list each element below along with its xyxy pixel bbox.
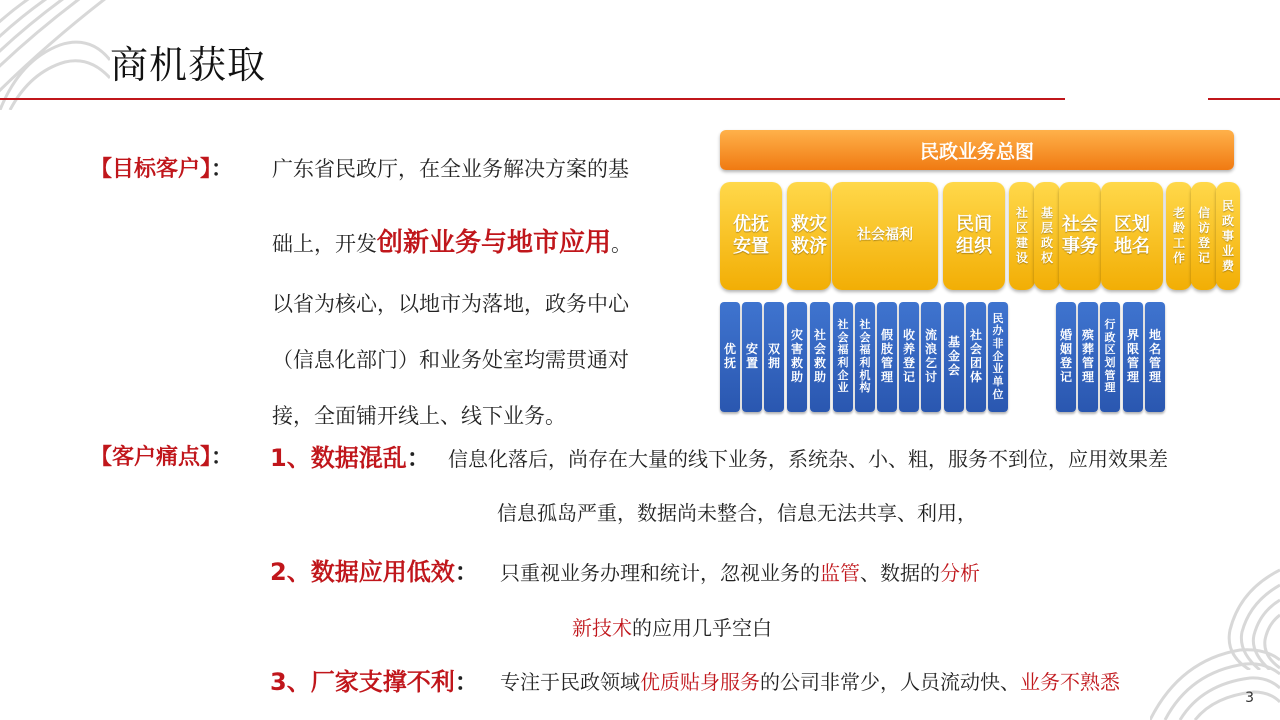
diagram-sub-box: 收养登记 xyxy=(899,302,919,412)
pain-2-line-1: 只重视业务办理和统计，忽视业务的监管、数据的分析 xyxy=(500,561,980,585)
page-title: 商机获取 xyxy=(110,43,267,87)
diagram-category-box: 民政事业费 xyxy=(1216,182,1240,290)
pain-points-label: 【客户痛点】： xyxy=(90,445,234,470)
diagram-category-box: 老龄工作 xyxy=(1166,182,1192,290)
pain-3-title: 3、厂家支撑不利： xyxy=(270,668,479,696)
diagram-sub-box: 优抚 xyxy=(720,302,740,412)
pain-1-line-1: 信息化落后，尚存在大量的线下业务，系统杂、小、粗，服务不到位，应用效果差 xyxy=(448,447,1168,471)
target-line-2: 础上，开发创新业务与地市应用。 xyxy=(272,228,633,258)
diagram-sub-box: 地名管理 xyxy=(1145,302,1165,412)
diagram-sub-box: 行政区划管理 xyxy=(1100,302,1120,412)
diagram-category-box: 救灾救济 xyxy=(787,182,831,290)
pain-2-line-2: 新技术的应用几乎空白 xyxy=(572,616,772,640)
diagram-sub-box: 社会团体 xyxy=(966,302,986,412)
pain-1-title: 1、数据混乱： xyxy=(270,444,431,472)
diagram-sub-box: 界限管理 xyxy=(1123,302,1143,412)
diagram-category-box: 社会福利 xyxy=(832,182,938,290)
page-number: 3 xyxy=(1245,690,1254,706)
target-customer-label: 【目标客户】： xyxy=(90,157,234,182)
target-line-1: 广东省民政厅，在全业务解决方案的基 xyxy=(272,157,629,181)
diagram-sub-box: 流浪乞讨 xyxy=(921,302,941,412)
diagram-sub-box: 婚姻登记 xyxy=(1056,302,1076,412)
diagram-sub-box: 社会福利机构 xyxy=(855,302,875,412)
diagram-category-box: 民间组织 xyxy=(943,182,1005,290)
title-divider xyxy=(0,98,1065,100)
diagram-category-box: 信访登记 xyxy=(1191,182,1217,290)
diagram-category-box: 社会事务 xyxy=(1059,182,1101,290)
target-line-3: 以省为核心，以地市为落地，政务中心 xyxy=(272,292,629,316)
diagram-category-box: 优抚安置 xyxy=(720,182,782,290)
pain-1-line-2: 信息孤岛严重，数据尚未整合，信息无法共享、利用， xyxy=(497,501,977,525)
corner-arcs-bottom xyxy=(1150,640,1280,720)
diagram-category-box: 区划地名 xyxy=(1101,182,1163,290)
diagram-sub-box: 民办非企业单位 xyxy=(988,302,1008,412)
corner-arcs-top-left xyxy=(0,0,110,110)
diagram-category-box: 基层政权 xyxy=(1034,182,1060,290)
diagram-sub-box: 双拥 xyxy=(764,302,784,412)
diagram-sub-box: 灾害救助 xyxy=(787,302,807,412)
pain-3-line: 专注于民政领域优质贴身服务的公司非常少，人员流动快、业务不熟悉 xyxy=(500,670,1120,694)
diagram-sub-box: 社会福利企业 xyxy=(833,302,853,412)
pain-2-title: 2、数据应用低效： xyxy=(270,558,479,586)
diagram-sub-box: 安置 xyxy=(742,302,762,412)
target-line-4: （信息化部门）和业务处室均需贯通对 xyxy=(272,348,629,372)
diagram-sub-box: 社会救助 xyxy=(810,302,830,412)
target-line-5: 接，全面铺开线上、线下业务。 xyxy=(272,404,566,428)
diagram-sub-box: 殡葬管理 xyxy=(1078,302,1098,412)
diagram-sub-box: 基金会 xyxy=(944,302,964,412)
title-divider-right xyxy=(1208,98,1280,100)
diagram-category-box: 社区建设 xyxy=(1009,182,1035,290)
diagram-sub-box: 假肢管理 xyxy=(877,302,897,412)
diagram-header: 民政业务总图 xyxy=(720,130,1234,170)
